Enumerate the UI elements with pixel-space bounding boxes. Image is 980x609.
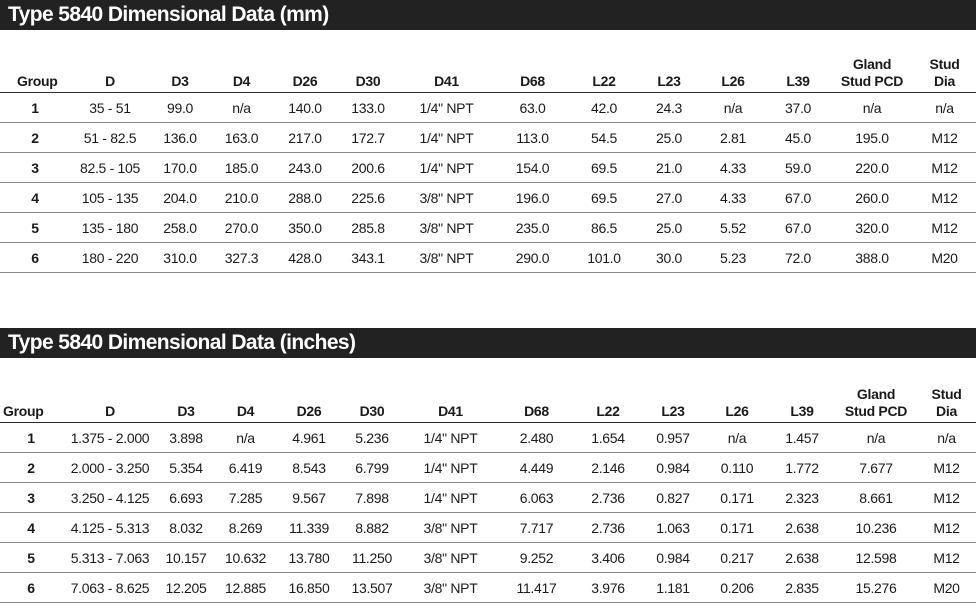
table-cell: M12	[917, 453, 976, 483]
table-cell: 0.171	[705, 483, 769, 513]
table-cell: 12.885	[214, 573, 277, 603]
table-cell: 2.81	[701, 123, 765, 153]
inches-header-d26: D26	[277, 358, 341, 423]
table-cell: 7.063 - 8.625	[62, 573, 158, 603]
table-cell: 4.33	[701, 183, 765, 213]
table-cell: 7.717	[498, 513, 575, 543]
inches-table	[0, 358, 976, 603]
inches-header-l26: L26	[705, 358, 769, 423]
table-cell: 30.0	[637, 243, 701, 273]
table-cell: 428.0	[273, 243, 337, 273]
table-cell: 0.110	[705, 453, 769, 483]
table-cell: 350.0	[273, 213, 337, 243]
mm-table-row	[0, 213, 976, 243]
table-cell: 154.0	[494, 153, 571, 183]
table-cell: 9.567	[277, 483, 341, 513]
table-cell: 133.0	[337, 93, 399, 123]
mm-header-d: D	[70, 30, 150, 93]
table-cell: M12	[917, 513, 976, 543]
inches-table-row	[0, 513, 976, 543]
table-cell: 4.449	[498, 453, 575, 483]
table-cell: 0.827	[641, 483, 705, 513]
table-cell: 2.638	[769, 513, 835, 543]
table-cell: 12.598	[835, 543, 917, 573]
table-cell: n/a	[701, 93, 765, 123]
table-cell: M12	[917, 483, 976, 513]
table-cell: 11.417	[498, 573, 575, 603]
table-cell: 135 - 180	[70, 213, 150, 243]
table-cell: 16.850	[277, 573, 341, 603]
table-cell: 45.0	[765, 123, 831, 153]
table-cell: 8.032	[158, 513, 214, 543]
mm-header-d26: D26	[273, 30, 337, 93]
table-cell: 3/8" NPT	[399, 213, 494, 243]
table-cell: 7.898	[341, 483, 403, 513]
inches-header-gland-stud-pcd: Gland Stud PCD	[835, 358, 917, 423]
inches-header-l22: L22	[575, 358, 641, 423]
table-cell: 113.0	[494, 123, 571, 153]
table-cell: 37.0	[765, 93, 831, 123]
table-cell: M12	[913, 213, 976, 243]
mm-title: Type 5840 Dimensional Data (mm)	[0, 0, 976, 30]
table-cell: 10.632	[214, 543, 277, 573]
table-cell: 8.882	[341, 513, 403, 543]
mm-table-row	[0, 243, 976, 273]
table-cell: 288.0	[273, 183, 337, 213]
table-cell: 196.0	[494, 183, 571, 213]
table-cell: 285.8	[337, 213, 399, 243]
mm-header-gland-stud-pcd: Gland Stud PCD	[831, 30, 913, 93]
table-cell: 67.0	[765, 183, 831, 213]
table-cell: 2.736	[575, 483, 641, 513]
table-cell: 27.0	[637, 183, 701, 213]
table-cell: 11.250	[341, 543, 403, 573]
table-cell: 163.0	[210, 123, 273, 153]
table-cell: 310.0	[150, 243, 210, 273]
inches-header-d68: D68	[498, 358, 575, 423]
table-cell: 217.0	[273, 123, 337, 153]
table-cell: 24.3	[637, 93, 701, 123]
table-cell: 180 - 220	[70, 243, 150, 273]
table-cell: 6	[0, 243, 70, 273]
table-cell: 2	[0, 453, 62, 483]
table-cell: 136.0	[150, 123, 210, 153]
table-cell: 1/4" NPT	[403, 423, 498, 453]
table-cell: 35 - 51	[70, 93, 150, 123]
table-cell: 172.7	[337, 123, 399, 153]
mm-table-row	[0, 153, 976, 183]
table-cell: 3.976	[575, 573, 641, 603]
table-cell: 69.5	[571, 153, 637, 183]
table-cell: M12	[917, 543, 976, 573]
table-cell: 5.52	[701, 213, 765, 243]
inches-table-row	[0, 543, 976, 573]
mm-table-row	[0, 93, 976, 123]
table-cell: 1/4" NPT	[399, 123, 494, 153]
table-cell: 42.0	[571, 93, 637, 123]
table-cell: 1	[0, 423, 62, 453]
table-cell: 5	[0, 213, 70, 243]
table-cell: 6.693	[158, 483, 214, 513]
table-cell: 204.0	[150, 183, 210, 213]
table-cell: 170.0	[150, 153, 210, 183]
table-cell: 8.269	[214, 513, 277, 543]
table-cell: 8.543	[277, 453, 341, 483]
mm-header-group: Group	[0, 30, 70, 93]
table-cell: 327.3	[210, 243, 273, 273]
table-cell: 4	[0, 513, 62, 543]
table-cell: 21.0	[637, 153, 701, 183]
table-cell: 2.736	[575, 513, 641, 543]
mm-table-row	[0, 183, 976, 213]
mm-table	[0, 30, 976, 273]
table-cell: 388.0	[831, 243, 913, 273]
table-cell: M12	[913, 153, 976, 183]
table-cell: n/a	[835, 423, 917, 453]
table-cell: 4.33	[701, 153, 765, 183]
table-cell: 10.157	[158, 543, 214, 573]
table-cell: 1.772	[769, 453, 835, 483]
inches-header-d3: D3	[158, 358, 214, 423]
mm-header-d3: D3	[150, 30, 210, 93]
table-cell: 3.406	[575, 543, 641, 573]
table-cell: 25.0	[637, 123, 701, 153]
table-cell: 5.236	[341, 423, 403, 453]
table-cell: 13.780	[277, 543, 341, 573]
table-cell: 258.0	[150, 213, 210, 243]
table-cell: 220.0	[831, 153, 913, 183]
table-cell: 63.0	[494, 93, 571, 123]
table-cell: 225.6	[337, 183, 399, 213]
table-cell: 5.313 - 7.063	[62, 543, 158, 573]
table-cell: M12	[913, 183, 976, 213]
mm-header-d4: D4	[210, 30, 273, 93]
table-cell: 101.0	[571, 243, 637, 273]
table-cell: 6	[0, 573, 62, 603]
table-cell: 59.0	[765, 153, 831, 183]
table-cell: 3.250 - 4.125	[62, 483, 158, 513]
inches-header-l39: L39	[769, 358, 835, 423]
table-cell: 5.354	[158, 453, 214, 483]
table-cell: 1	[0, 93, 70, 123]
mm-header-row	[0, 30, 976, 93]
table-cell: 1/4" NPT	[403, 483, 498, 513]
inches-section	[0, 328, 976, 603]
inches-header-row	[0, 358, 976, 423]
table-cell: 72.0	[765, 243, 831, 273]
table-cell: 13.507	[341, 573, 403, 603]
table-cell: 3/8" NPT	[399, 183, 494, 213]
table-cell: 140.0	[273, 93, 337, 123]
inches-header-d30: D30	[341, 358, 403, 423]
table-cell: 243.0	[273, 153, 337, 183]
table-cell: 15.276	[835, 573, 917, 603]
table-cell: 12.205	[158, 573, 214, 603]
mm-header-d41: D41	[399, 30, 494, 93]
table-cell: 3/8" NPT	[403, 543, 498, 573]
table-cell: 290.0	[494, 243, 571, 273]
table-cell: 2.000 - 3.250	[62, 453, 158, 483]
table-cell: 51 - 82.5	[70, 123, 150, 153]
table-cell: 320.0	[831, 213, 913, 243]
inches-header-stud-dia: Stud Dia	[917, 358, 976, 423]
inches-header-d4: D4	[214, 358, 277, 423]
table-cell: 0.171	[705, 513, 769, 543]
table-cell: n/a	[917, 423, 976, 453]
table-cell: 105 - 135	[70, 183, 150, 213]
table-cell: 1.063	[641, 513, 705, 543]
table-cell: n/a	[214, 423, 277, 453]
table-cell: 3	[0, 483, 62, 513]
table-cell: n/a	[705, 423, 769, 453]
table-cell: 6.063	[498, 483, 575, 513]
table-cell: 10.236	[835, 513, 917, 543]
inches-header-d41: D41	[403, 358, 498, 423]
table-cell: n/a	[210, 93, 273, 123]
table-cell: 6.799	[341, 453, 403, 483]
table-cell: 235.0	[494, 213, 571, 243]
table-cell: 86.5	[571, 213, 637, 243]
table-cell: 1/4" NPT	[399, 93, 494, 123]
table-cell: 260.0	[831, 183, 913, 213]
table-cell: 7.677	[835, 453, 917, 483]
table-cell: 3	[0, 153, 70, 183]
inches-title: Type 5840 Dimensional Data (inches)	[0, 328, 976, 358]
inches-table-row	[0, 483, 976, 513]
table-cell: 69.5	[571, 183, 637, 213]
table-cell: 2.146	[575, 453, 641, 483]
table-cell: 2	[0, 123, 70, 153]
table-cell: 0.217	[705, 543, 769, 573]
table-cell: M12	[913, 123, 976, 153]
mm-section	[0, 0, 976, 273]
table-cell: M20	[917, 573, 976, 603]
table-cell: 54.5	[571, 123, 637, 153]
mm-header-l23: L23	[637, 30, 701, 93]
inches-header-l23: L23	[641, 358, 705, 423]
table-cell: 7.285	[214, 483, 277, 513]
table-cell: 3/8" NPT	[399, 243, 494, 273]
mm-header-l26: L26	[701, 30, 765, 93]
table-cell: 1/4" NPT	[399, 153, 494, 183]
table-cell: 6.419	[214, 453, 277, 483]
mm-header-l22: L22	[571, 30, 637, 93]
inches-table-row	[0, 423, 976, 453]
table-cell: 3.898	[158, 423, 214, 453]
table-cell: 0.206	[705, 573, 769, 603]
table-cell: 2.323	[769, 483, 835, 513]
table-cell: 99.0	[150, 93, 210, 123]
table-cell: 8.661	[835, 483, 917, 513]
mm-header-d30: D30	[337, 30, 399, 93]
table-cell: 2.835	[769, 573, 835, 603]
table-cell: 1.654	[575, 423, 641, 453]
table-cell: 195.0	[831, 123, 913, 153]
table-cell: 270.0	[210, 213, 273, 243]
table-cell: 5	[0, 543, 62, 573]
table-cell: 2.638	[769, 543, 835, 573]
table-cell: M20	[913, 243, 976, 273]
table-cell: 82.5 - 105	[70, 153, 150, 183]
table-cell: 0.984	[641, 453, 705, 483]
table-cell: n/a	[831, 93, 913, 123]
mm-header-stud-dia: Stud Dia	[913, 30, 976, 93]
table-cell: 1.457	[769, 423, 835, 453]
table-cell: 4.125 - 5.313	[62, 513, 158, 543]
inches-header-d: D	[62, 358, 158, 423]
table-cell: 1/4" NPT	[403, 453, 498, 483]
table-cell: 9.252	[498, 543, 575, 573]
inches-table-row	[0, 453, 976, 483]
inches-header-group: Group	[0, 358, 62, 423]
table-cell: 11.339	[277, 513, 341, 543]
table-cell: 4.961	[277, 423, 341, 453]
table-cell: 4	[0, 183, 70, 213]
table-cell: 200.6	[337, 153, 399, 183]
table-cell: 25.0	[637, 213, 701, 243]
table-cell: 0.957	[641, 423, 705, 453]
table-cell: 210.0	[210, 183, 273, 213]
table-cell: 1.375 - 2.000	[62, 423, 158, 453]
inches-table-row	[0, 573, 976, 603]
table-cell: 1.181	[641, 573, 705, 603]
table-cell: 343.1	[337, 243, 399, 273]
mm-table-row	[0, 123, 976, 153]
table-cell: 185.0	[210, 153, 273, 183]
table-cell: 3/8" NPT	[403, 573, 498, 603]
table-cell: 5.23	[701, 243, 765, 273]
mm-header-d68: D68	[494, 30, 571, 93]
table-cell: 67.0	[765, 213, 831, 243]
mm-header-l39: L39	[765, 30, 831, 93]
table-cell: 0.984	[641, 543, 705, 573]
table-cell: 2.480	[498, 423, 575, 453]
table-cell: 3/8" NPT	[403, 513, 498, 543]
table-cell: n/a	[913, 93, 976, 123]
